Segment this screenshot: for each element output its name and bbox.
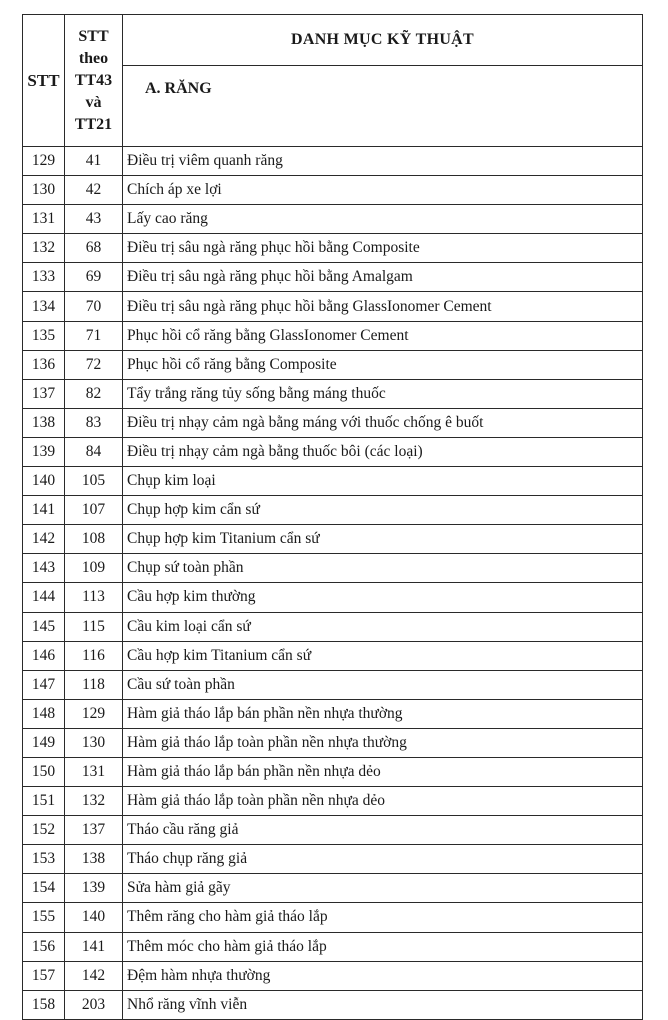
table-row — [23, 321, 643, 350]
row-stt: 134 — [23, 292, 65, 321]
row-stt: 136 — [23, 350, 65, 379]
row-technique-name: Hàm giả tháo lắp toàn phần nền nhựa dẻo — [123, 787, 643, 816]
row-technique-name: Phục hồi cổ răng bằng GlassIonomer Cement — [123, 321, 643, 350]
header-stt-tt43-tt21 — [65, 15, 123, 147]
table-row — [23, 554, 643, 583]
row-stt: 146 — [23, 641, 65, 670]
row-technique-name: Hàm giả tháo lắp toàn phần nền nhựa thường — [123, 728, 643, 757]
header-stt: STT — [23, 15, 65, 147]
table-row — [23, 350, 643, 379]
row-technique-name: Chụp kim loại — [123, 467, 643, 496]
row-technique-name: Điều trị nhạy cảm ngà bằng máng với thuốc chống ê buốt — [123, 408, 643, 437]
row-technique-name: Chích áp xe lợi — [123, 176, 643, 205]
row-technique-name: Chụp hợp kim cẩn sứ — [123, 496, 643, 525]
row-stt-tt: 68 — [65, 234, 123, 263]
section-heading: A. RĂNG — [123, 66, 643, 147]
table-row — [23, 496, 643, 525]
row-stt: 149 — [23, 728, 65, 757]
row-stt-tt: 140 — [65, 903, 123, 932]
row-stt: 131 — [23, 205, 65, 234]
row-stt-tt: 139 — [65, 874, 123, 903]
row-stt: 154 — [23, 874, 65, 903]
row-stt-tt: 130 — [65, 728, 123, 757]
row-stt-tt: 71 — [65, 321, 123, 350]
row-stt-tt: 131 — [65, 757, 123, 786]
table-row — [23, 641, 643, 670]
table-row — [23, 728, 643, 757]
header-stt-line: STT — [78, 27, 109, 45]
row-stt: 144 — [23, 583, 65, 612]
row-technique-name: Cầu hợp kim Titanium cẩn sứ — [123, 641, 643, 670]
row-stt-tt: 69 — [65, 263, 123, 292]
row-stt: 153 — [23, 845, 65, 874]
row-technique-name: Nhổ răng vĩnh viễn — [123, 990, 643, 1019]
row-technique-name: Điều trị nhạy cảm ngà bằng thuốc bôi (các loại) — [123, 437, 643, 466]
row-technique-name: Sửa hàm giả gãy — [123, 874, 643, 903]
table-row — [23, 699, 643, 728]
row-technique-name: Chụp hợp kim Titanium cẩn sứ — [123, 525, 643, 554]
row-stt: 156 — [23, 932, 65, 961]
row-stt: 143 — [23, 554, 65, 583]
row-stt-tt: 82 — [65, 379, 123, 408]
row-stt-tt: 141 — [65, 932, 123, 961]
row-technique-name: Điều trị sâu ngà răng phục hồi bằng Composite — [123, 234, 643, 263]
table-row — [23, 408, 643, 437]
row-stt-tt: 115 — [65, 612, 123, 641]
row-stt-tt: 41 — [65, 147, 123, 176]
table-row — [23, 787, 643, 816]
table-row — [23, 612, 643, 641]
table-row — [23, 990, 643, 1019]
table-row — [23, 903, 643, 932]
row-technique-name: Tẩy trắng răng tủy sống bằng máng thuốc — [123, 379, 643, 408]
table-row — [23, 263, 643, 292]
row-stt: 140 — [23, 467, 65, 496]
row-stt-tt: 137 — [65, 816, 123, 845]
document-page — [22, 14, 642, 1020]
header-stt-line: và — [85, 93, 102, 111]
table-row — [23, 467, 643, 496]
row-stt: 155 — [23, 903, 65, 932]
table-row — [23, 670, 643, 699]
row-stt-tt: 70 — [65, 292, 123, 321]
row-stt-tt: 129 — [65, 699, 123, 728]
row-technique-name: Điều trị sâu ngà răng phục hồi bằng Amalgam — [123, 263, 643, 292]
table-row — [23, 874, 643, 903]
table-row — [23, 816, 643, 845]
row-stt: 129 — [23, 147, 65, 176]
table-row — [23, 583, 643, 612]
row-technique-name: Tháo chụp răng giả — [123, 845, 643, 874]
header-row — [23, 15, 643, 66]
table-row — [23, 176, 643, 205]
row-stt: 138 — [23, 408, 65, 437]
row-stt-tt: 105 — [65, 467, 123, 496]
table-row — [23, 845, 643, 874]
row-stt: 142 — [23, 525, 65, 554]
table-row — [23, 147, 643, 176]
row-technique-name: Chụp sứ toàn phần — [123, 554, 643, 583]
row-stt-tt: 118 — [65, 670, 123, 699]
row-stt-tt: 72 — [65, 350, 123, 379]
row-technique-name: Đệm hàm nhựa thường — [123, 961, 643, 990]
header-stt-line: TT43 — [74, 71, 113, 89]
row-stt: 137 — [23, 379, 65, 408]
row-stt-tt: 84 — [65, 437, 123, 466]
table-row — [23, 932, 643, 961]
row-technique-name: Thêm răng cho hàm giả tháo lắp — [123, 903, 643, 932]
row-stt-tt: 107 — [65, 496, 123, 525]
row-stt-tt: 138 — [65, 845, 123, 874]
row-stt: 152 — [23, 816, 65, 845]
row-stt-tt: 142 — [65, 961, 123, 990]
row-technique-name: Tháo cầu răng giả — [123, 816, 643, 845]
row-technique-name: Hàm giả tháo lắp bán phần nền nhựa dẻo — [123, 757, 643, 786]
row-stt-tt: 43 — [65, 205, 123, 234]
row-stt: 141 — [23, 496, 65, 525]
table-body — [23, 147, 643, 1020]
table-row — [23, 961, 643, 990]
table-row — [23, 234, 643, 263]
table-row — [23, 205, 643, 234]
table-row — [23, 757, 643, 786]
row-stt: 158 — [23, 990, 65, 1019]
row-stt-tt: 83 — [65, 408, 123, 437]
row-stt: 148 — [23, 699, 65, 728]
row-stt-tt: 109 — [65, 554, 123, 583]
row-technique-name: Cầu kim loại cẩn sứ — [123, 612, 643, 641]
row-stt: 130 — [23, 176, 65, 205]
table-row — [23, 379, 643, 408]
row-stt-tt: 132 — [65, 787, 123, 816]
row-technique-name: Phục hồi cổ răng bằng Composite — [123, 350, 643, 379]
row-stt-tt: 108 — [65, 525, 123, 554]
row-stt: 150 — [23, 757, 65, 786]
row-stt: 151 — [23, 787, 65, 816]
row-stt: 135 — [23, 321, 65, 350]
technique-table — [22, 14, 643, 1020]
header-stt-line: theo — [78, 49, 109, 67]
row-technique-name: Lấy cao răng — [123, 205, 643, 234]
row-technique-name: Cầu sứ toàn phần — [123, 670, 643, 699]
table-row — [23, 292, 643, 321]
table-row — [23, 437, 643, 466]
header-stt-line: TT21 — [74, 115, 113, 133]
row-stt-tt: 203 — [65, 990, 123, 1019]
header-title: DANH MỤC KỸ THUẬT — [123, 15, 643, 66]
row-stt: 147 — [23, 670, 65, 699]
row-stt-tt: 113 — [65, 583, 123, 612]
table-row — [23, 525, 643, 554]
row-technique-name: Cầu hợp kim thường — [123, 583, 643, 612]
row-technique-name: Thêm móc cho hàm giả tháo lắp — [123, 932, 643, 961]
row-stt-tt: 116 — [65, 641, 123, 670]
row-technique-name: Điều trị viêm quanh răng — [123, 147, 643, 176]
row-stt: 139 — [23, 437, 65, 466]
row-stt-tt: 42 — [65, 176, 123, 205]
row-technique-name: Điều trị sâu ngà răng phục hồi bằng GlassIonomer Cement — [123, 292, 643, 321]
row-stt: 132 — [23, 234, 65, 263]
row-stt: 145 — [23, 612, 65, 641]
row-technique-name: Hàm giả tháo lắp bán phần nền nhựa thường — [123, 699, 643, 728]
row-stt: 133 — [23, 263, 65, 292]
row-stt: 157 — [23, 961, 65, 990]
